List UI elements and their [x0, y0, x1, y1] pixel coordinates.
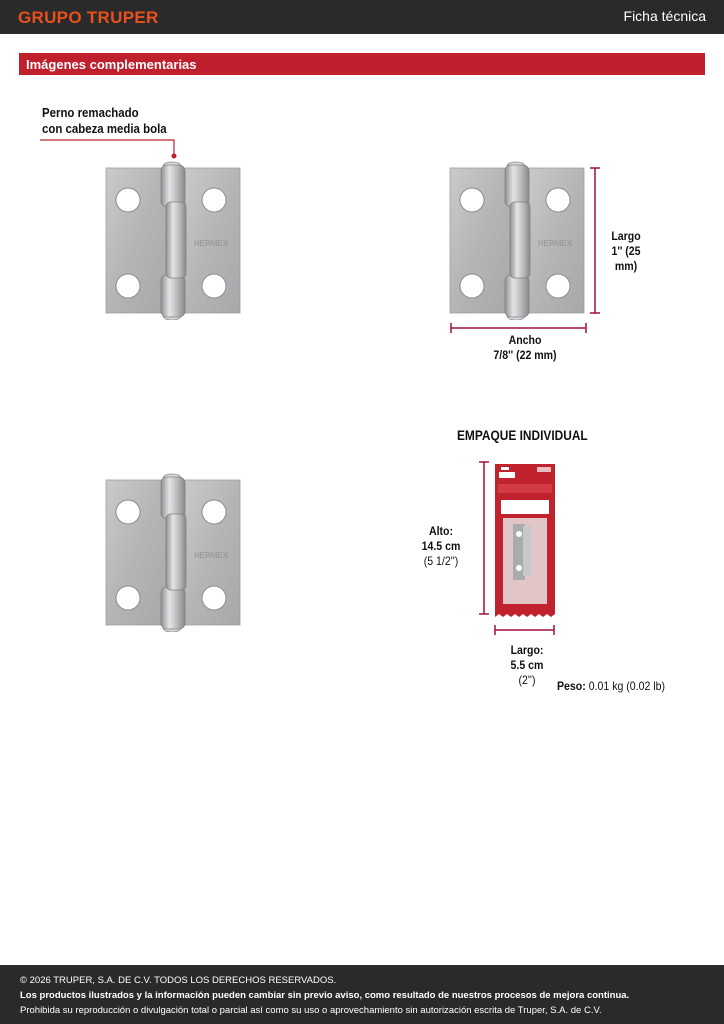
package-largo-label: Largo: — [510, 643, 544, 657]
footer-notice: Los productos ilustrados y la información pueden cambiar sin previo aviso, como resultado de nuestros procesos de mejora continua. — [20, 990, 630, 1001]
package-weight — [557, 679, 665, 693]
ancho-value: 7/8'' (22 mm) — [493, 348, 557, 362]
weight-label: Peso: — [557, 679, 586, 693]
largo-value: 1'' (25 mm) — [611, 244, 641, 273]
hinge-logo-text: HERMEX — [538, 239, 573, 248]
callout-line-1: Perno remachado — [42, 105, 139, 120]
package-alto-alt: (5 1/2'') — [423, 554, 459, 568]
hinge-logo-text: HERMEX — [194, 551, 229, 560]
footer-copyright: © 2026 TRUPER, S.A. DE C.V. TODOS LOS DERECHOS RESERVADOS. — [20, 975, 337, 986]
package-alto-label: Alto: — [428, 524, 454, 538]
largo-label: Largo — [611, 229, 641, 243]
footer-prohibition: Prohibida su reproducción o divulgación total o parcial así como su uso o aprovechamiento sin autorización escrita de Truper, S.A. de C.V. — [20, 1005, 602, 1016]
package-alto-dimension — [419, 524, 463, 569]
package-title: EMPAQUE INDIVIDUAL — [457, 427, 588, 443]
ancho-label: Ancho — [508, 333, 542, 347]
hinge-logo-text: HERMEX — [194, 239, 229, 248]
package-largo-alt: (2'') — [518, 673, 536, 687]
package-alto-value: 14.5 cm — [421, 539, 461, 553]
section-title: Imágenes complementarias — [26, 57, 197, 72]
brand-logo: GRUPO TRUPER — [18, 8, 159, 27]
callout-line-2: con cabeza media bola — [42, 121, 167, 136]
package-largo-value: 5.5 cm — [510, 658, 544, 672]
package-largo-dimension — [505, 643, 549, 688]
document-type-label: Ficha técnica — [623, 8, 706, 24]
weight-value: 0.01 kg (0.02 lb) — [588, 679, 666, 693]
footer — [0, 965, 724, 1024]
